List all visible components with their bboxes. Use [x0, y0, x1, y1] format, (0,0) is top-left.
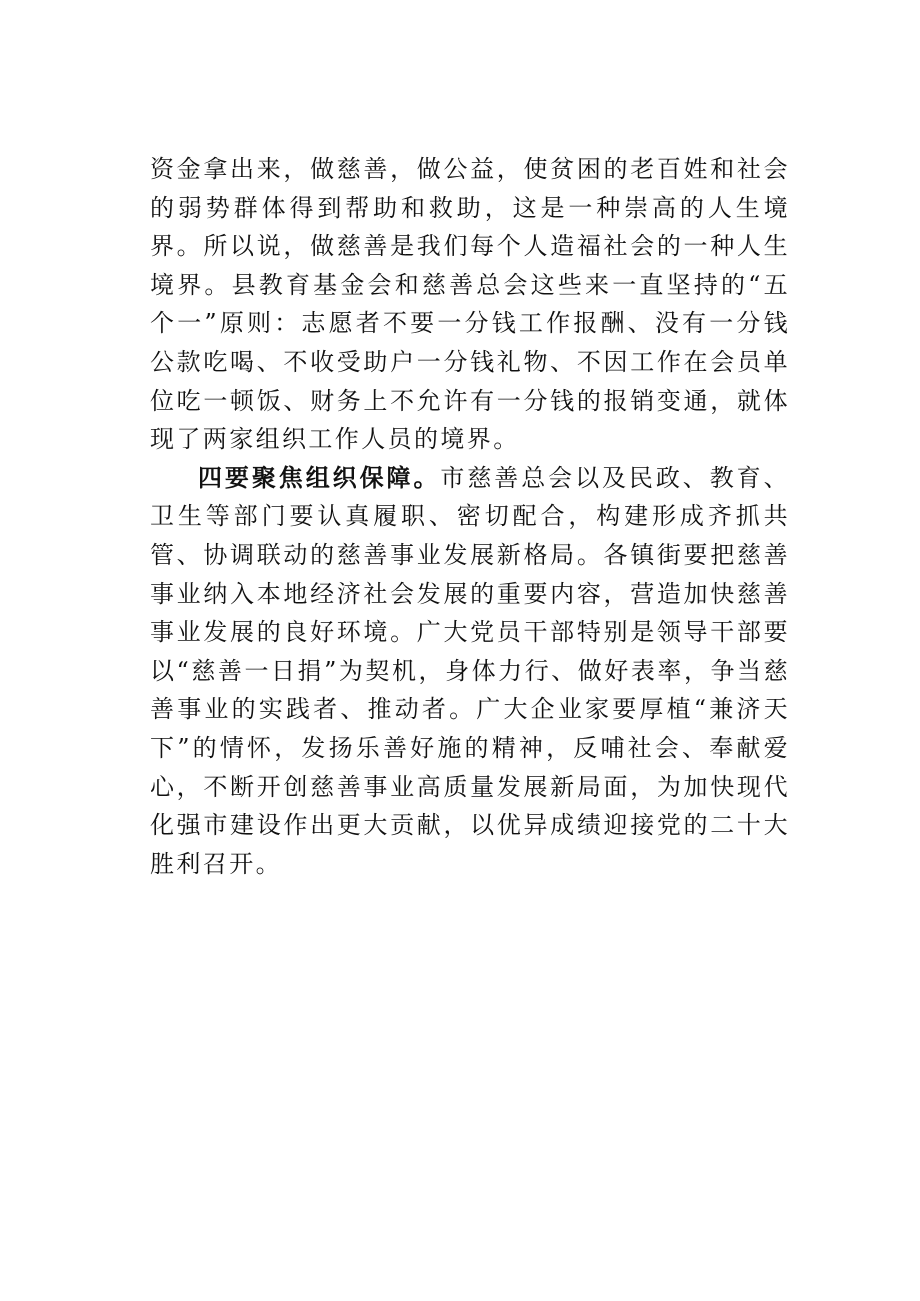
- paragraph-continuation: 资金拿出来，做慈善，做公益，使贫困的老百姓和社会的弱势群体得到帮助和救助，这是一种崇高的人生境界。所以说，做慈善是我们每个人造福社会的一种人生境界。县教育基金会和慈善总会这些来一直坚持的“五个一”原则：志愿者不要一分钱工作报酬、没有一分钱公款吃喝、不收受助户一分钱礼物、不因工作在会员单位吃一顿饭、财务上不允许有一分钱的报销变通，就体现了两家组织工作人员的境界。: [150, 155, 790, 454]
- paragraph-heading: 四要聚焦组织保障。: [198, 462, 441, 492]
- document-body: [150, 150, 790, 883]
- paragraph-body: 市慈善总会以及民政、教育、卫生等部门要认真履职、密切配合，构建形成齐抓共管、协调联动的慈善事业发展新格局。各镇街要把慈善事业纳入本地经济社会发展的重要内容，营造加快慈善事业发展的良好环境。广大党员干部特别是领导干部要以“慈善一日捐”为契机，身体力行、做好表率，争当慈善事业的实践者、推动者。广大企业家要厚植“兼济天下”的情怀，发扬乐善好施的精神，反哺社会、奉献爱心，不断开创慈善事业高质量发展新局面，为加快现代化强市建设作出更大贡献，以优异成绩迎接党的二十大胜利召开。: [150, 463, 790, 878]
- paragraph-organizational-guarantee: [150, 459, 790, 884]
